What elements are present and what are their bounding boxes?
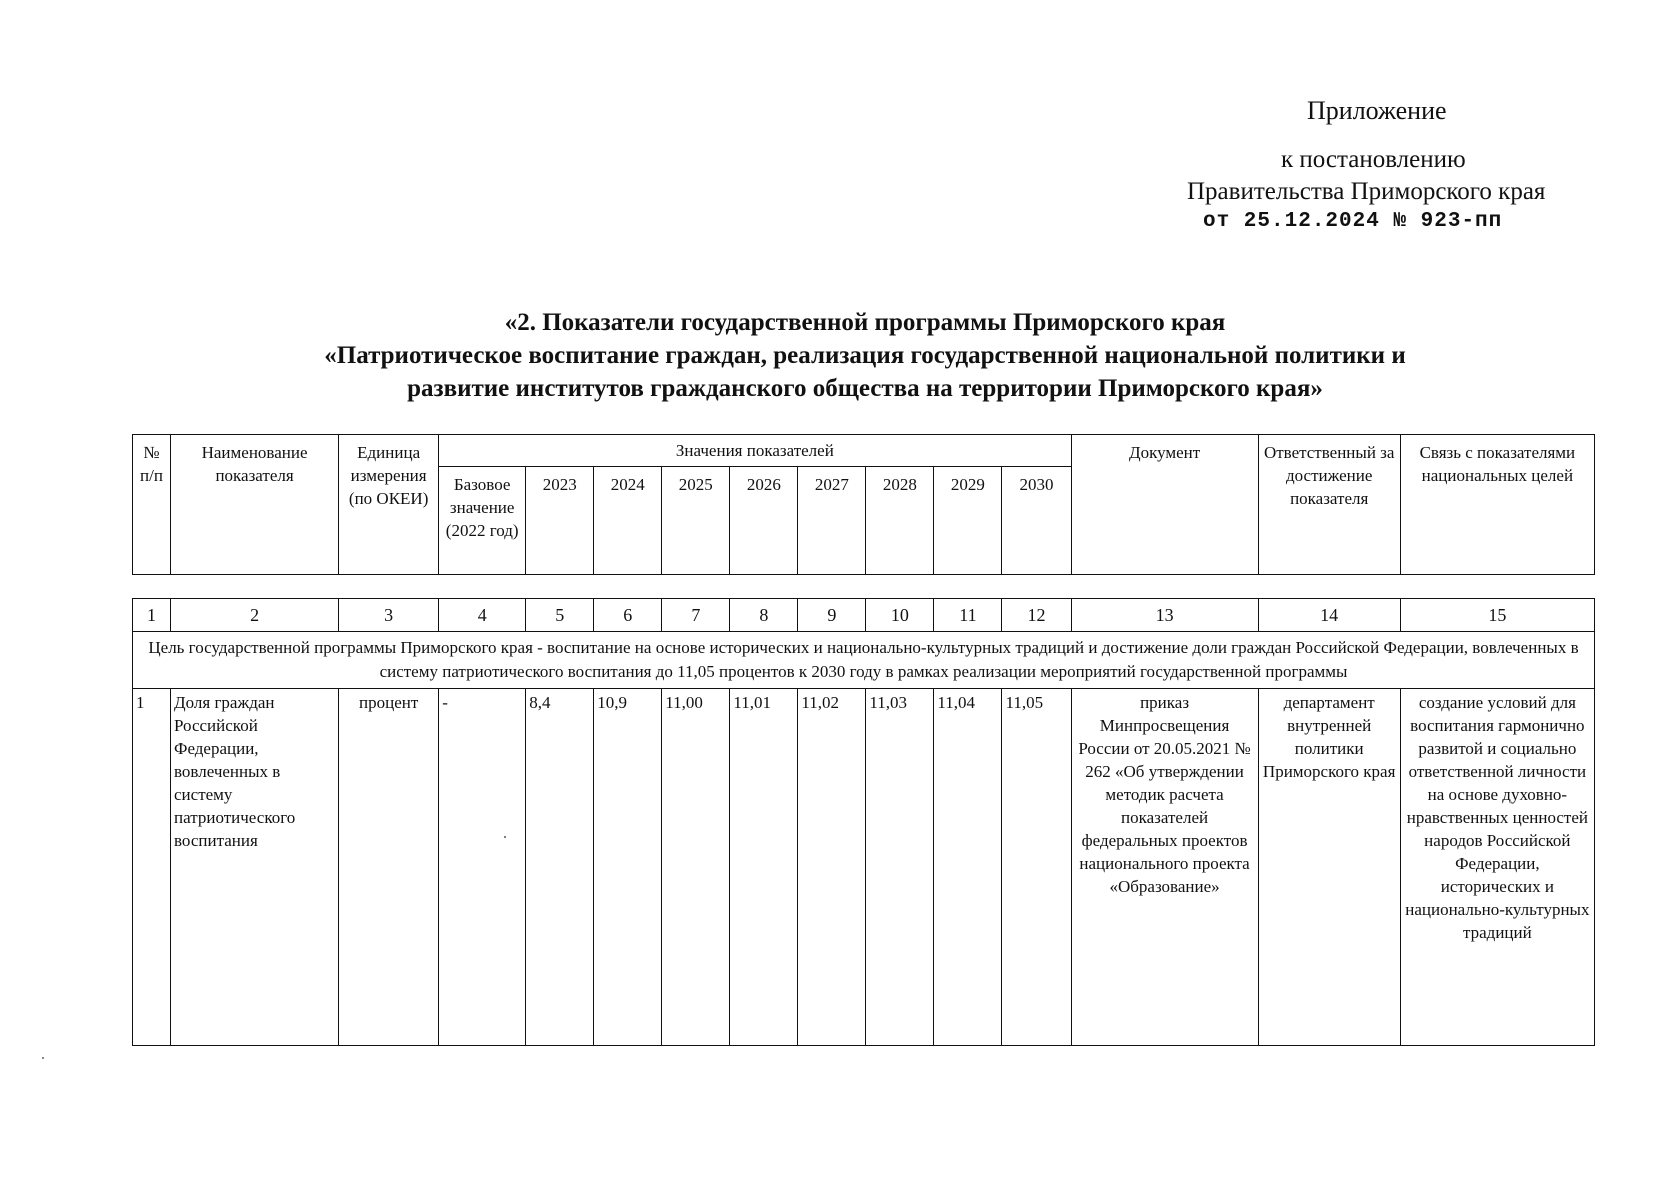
heading-line-3: развитие институтов гражданского общества на территории Приморского края» — [407, 375, 1323, 402]
column-number: 4 — [439, 599, 526, 632]
column-number: 5 — [526, 599, 594, 632]
header-year: 2030 — [1002, 467, 1071, 575]
row-value: 8,4 — [526, 689, 594, 1046]
row-base-value: - — [439, 689, 526, 1046]
column-number: 1 — [133, 599, 171, 632]
column-number: 3 — [339, 599, 439, 632]
header-year: 2024 — [594, 467, 662, 575]
row-value: 11,03 — [866, 689, 934, 1046]
column-number: 12 — [1002, 599, 1071, 632]
column-number: 11 — [934, 599, 1002, 632]
header-year: 2023 — [526, 467, 594, 575]
row-national-goals-link: создание условий для воспитания гармонично развитой и социально ответственной личности на основе духовно-нравственных ценностей народов Российской Федерации, исторических и национально-культурных традиций — [1400, 689, 1594, 1046]
header-national-goals-link: Связь с показателями национальных целей — [1400, 435, 1594, 575]
appendix-decree-number: от 25.12.2024 № 923-пп — [1203, 210, 1503, 233]
row-value: 10,9 — [594, 689, 662, 1046]
program-goal-row — [133, 632, 1595, 689]
indicators-body-table — [132, 598, 1595, 1046]
column-number: 15 — [1400, 599, 1594, 632]
header-year: 2026 — [730, 467, 798, 575]
column-number: 9 — [798, 599, 866, 632]
header-year: 2025 — [662, 467, 730, 575]
column-number: 8 — [730, 599, 798, 632]
column-number: 6 — [594, 599, 662, 632]
scan-speck — [42, 1057, 44, 1059]
indicators-header-table — [132, 434, 1595, 575]
header-document: Документ — [1071, 435, 1258, 575]
column-numbers-row — [133, 599, 1595, 632]
row-responsible: департамент внутренней политики Приморского края — [1258, 689, 1400, 1046]
header-unit: Единица измерения (по ОКЕИ) — [339, 435, 439, 575]
column-number: 10 — [866, 599, 934, 632]
header-year: 2029 — [934, 467, 1002, 575]
column-number: 7 — [662, 599, 730, 632]
row-value: 11,04 — [934, 689, 1002, 1046]
program-goal-text: Цель государственной программы Приморского края - воспитание на основе исторических и национально-культурных традиций и достижение доли граждан Российской Федерации, вовлеченных в систему патриотического воспитания до 11,05 процентов к 2030 году в рамках реализации мероприятий государственной программы — [133, 632, 1595, 689]
row-value: 11,05 — [1002, 689, 1071, 1046]
row-value: 11,01 — [730, 689, 798, 1046]
column-number: 2 — [171, 599, 339, 632]
row-num: 1 — [133, 689, 171, 1046]
column-number: 14 — [1258, 599, 1400, 632]
appendix-line-1: к постановлению — [1281, 146, 1466, 173]
header-values-group: Значения показателей — [439, 435, 1071, 467]
heading-line-1: «2. Показатели государственной программы Приморского края — [504, 309, 1226, 336]
row-value: 11,02 — [798, 689, 866, 1046]
row-unit: процент — [339, 689, 439, 1046]
column-number: 13 — [1071, 599, 1258, 632]
row-value: 11,00 — [662, 689, 730, 1046]
heading-line-2: «Патриотическое воспитание граждан, реализация государственной национальной политики и — [324, 342, 1406, 369]
scan-speck — [504, 836, 506, 838]
header-num: № п/п — [133, 435, 171, 575]
header-responsible: Ответственный за достижение показателя — [1258, 435, 1400, 575]
row-indicator-name: Доля граждан Российской Федерации, вовлеченных в систему патриотического воспитания — [171, 689, 339, 1046]
appendix-line-2: Правительства Приморского края — [1187, 178, 1546, 205]
header-year: 2027 — [798, 467, 866, 575]
appendix-title: Приложение — [1307, 96, 1447, 125]
header-name: Наименование показателя — [171, 435, 339, 575]
header-base-value: Базовое значение (2022 год) — [439, 467, 526, 575]
row-document: приказ Минпросвещения России от 20.05.2021 № 262 «Об утверждении методик расчета показателей федеральных проектов национального проекта «Образование» — [1071, 689, 1258, 1046]
header-year: 2028 — [866, 467, 934, 575]
table-row — [133, 689, 1595, 1046]
